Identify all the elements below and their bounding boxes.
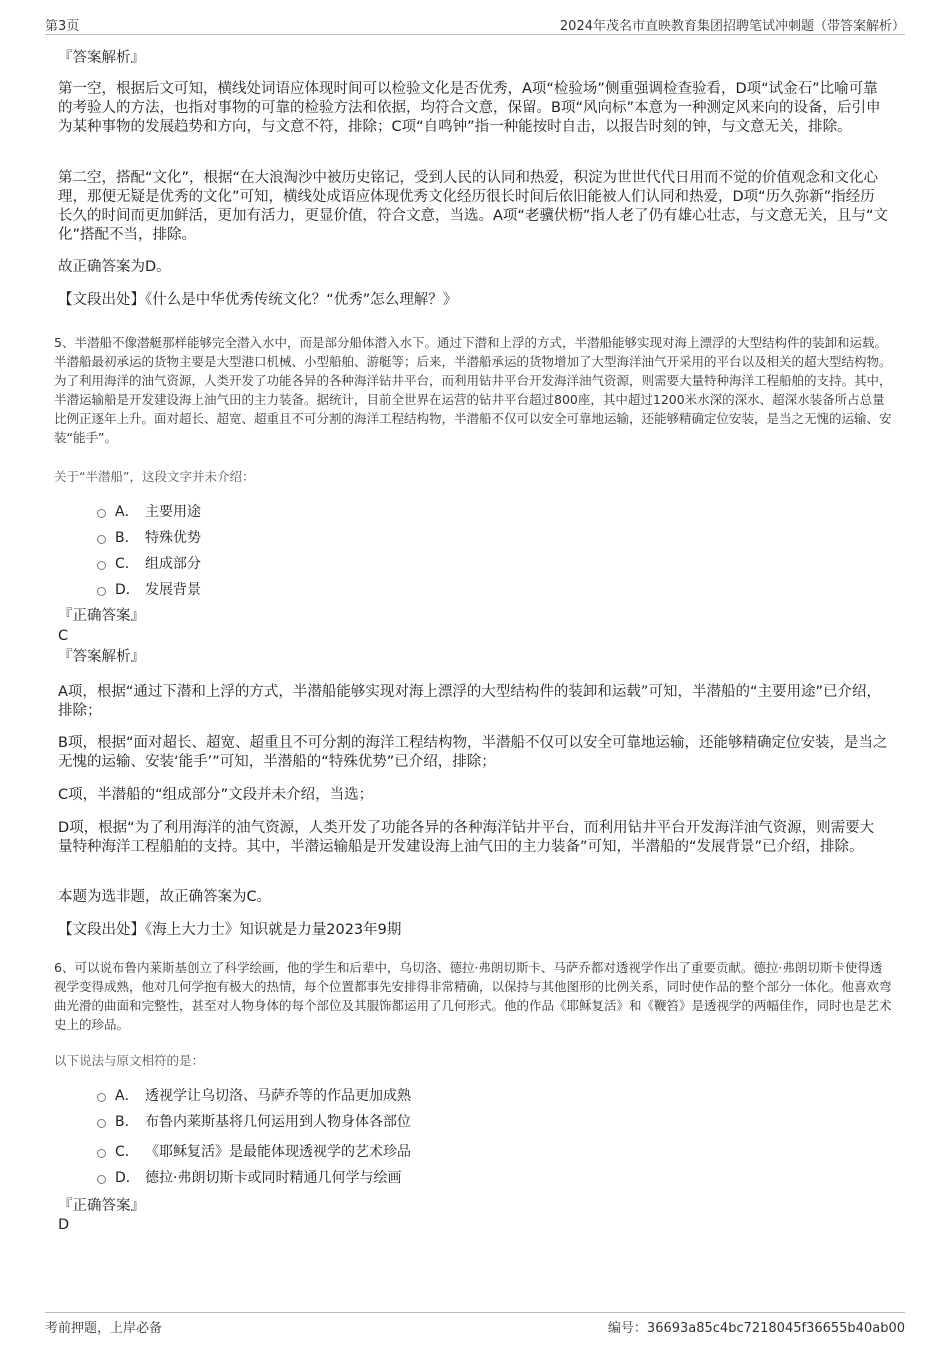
- radio-icon[interactable]: [97, 587, 106, 596]
- question-6-option-d[interactable]: D． 德拉·弗朗切斯卡或同时精通几何学与绘画: [97, 1168, 401, 1188]
- question-5-option-a[interactable]: A． 主要用途: [97, 502, 201, 522]
- analysis-paragraph-1: 第一空，根据后文可知，横线处词语应体现时间可以检验文化是否优秀，A项“检验场”侧重强调检查验看，D项“试金石”比喻可靠的考验人的方法，也指对事物的可靠的检验方法和依据，均符合文意，保留。B项“风向标”本意为一种测定风来向的设备，后引申为某种事物的发展趋势和方向，与文意不符，排除；C项“自鸣钟”指一种能按时自击，以报告时刻的钟，与文意无关，排除。: [58, 81, 881, 135]
- serial-number: 36693a85c4bc7218045f36655b40ab00: [646, 1321, 905, 1336]
- radio-icon[interactable]: [97, 1175, 106, 1184]
- document-serial: [608, 1317, 905, 1336]
- analysis-option-b: B项，根据“面对超长、超宽、超重且不可分割的海洋工程结构物，半潜船不仅可以安全可靠地运输，还能够精确定位安装，是当之无愧的运输、安装‘能手’”可知，半潜船的“特殊优势”已介绍，排除；: [58, 735, 888, 770]
- radio-icon[interactable]: [97, 1119, 106, 1128]
- question-6-passage: 6、可以说布鲁内莱斯基创立了科学绘画，他的学生和后辈中，乌切洛、德拉·弗朗切斯卡、马萨乔都对透视学作出了重要贡献。德拉·弗朗切斯卡使得透视学变得成熟，他对几何学抱有极大的热情，每个位置都事先安排得非常精确，以保持与其他图形的比例关系，同时使作品的整个部分一体化。他喜欢弯曲光滑的曲面和完整性，甚至对人物身体的每个部位及其服饰都运用了几何形式。他的作品《耶稣复活》和《鞭笞》是透视学的两幅佳作，同时也是艺术史上的珍品。: [54, 960, 892, 1032]
- question-6-option-b[interactable]: B． 布鲁内莱斯基将几何运用到人物身体各部位: [97, 1112, 411, 1132]
- analysis-conclusion: 本题为选非题，故正确答案为C。: [58, 889, 272, 905]
- analysis-option-c: C项，半潜船的“组成部分”文段并未介绍，当选；: [58, 787, 374, 803]
- source-citation: 【文段出处】《什么是中华优秀传统文化？“优秀”怎么理解？》: [58, 292, 458, 308]
- question-6-option-c[interactable]: C． 《耶稣复活》是最能体现透视学的艺术珍品: [97, 1142, 411, 1162]
- page-number: 第3页: [45, 19, 80, 34]
- analysis-heading: 『答案解析』: [58, 50, 145, 66]
- analysis-option-d: D项，根据“为了利用海洋的油气资源，人类开发了功能各异的各种海洋钻井平台，而利用钻井平台开发海洋油气资源，则需要大量特种海洋工程船舶的支持。其中，半潜运输船是开发建设海上油气田的主力装备”可知，半潜船的“发展背景”已介绍，排除。: [58, 820, 875, 855]
- correct-answer-heading: 『正确答案』: [58, 608, 145, 624]
- serial-label: 编号：: [607, 1321, 647, 1336]
- question-6-option-a[interactable]: A． 透视学让乌切洛、马萨乔等的作品更加成熟: [97, 1086, 411, 1106]
- correct-answer-heading: 『正确答案』: [58, 1198, 145, 1214]
- analysis-option-a: A项，根据“通过下潜和上浮的方式，半潜船能够实现对海上漂浮的大型结构件的装卸和运载”可知，半潜船的“主要用途”已介绍，排除；: [58, 684, 881, 719]
- question-6-prompt: 以下说法与原文相符的是：: [54, 1053, 205, 1068]
- radio-icon[interactable]: [97, 561, 106, 570]
- source-citation: 【文段出处】《海上大力士》知识就是力量2023年9期: [58, 922, 402, 938]
- question-5-option-b[interactable]: B． 特殊优势: [97, 528, 201, 548]
- radio-icon[interactable]: [97, 535, 106, 544]
- page-footer: [45, 1312, 905, 1337]
- analysis-heading: 『答案解析』: [58, 649, 145, 665]
- radio-icon[interactable]: [97, 1093, 106, 1102]
- document-title: 2024年茂名市直映教育集团招聘笔试冲刺题（带答案解析）: [559, 19, 905, 34]
- radio-icon[interactable]: [97, 509, 106, 518]
- question-5-option-c[interactable]: C． 组成部分: [97, 554, 201, 574]
- analysis-conclusion: 故正确答案为D。: [58, 259, 171, 275]
- analysis-paragraph-2: 第二空，搭配“文化”，根据“在大浪淘沙中被历史铭记，受到人民的认同和热爱，积淀为世世代代日用而不觉的价值观念和文化心理，那便无疑是优秀的文化”可知，横线处成语应体现优秀文化经历很长时间后依旧能被人们认同和热爱，D项“历久弥新”指经历长久的时间而更加鲜活，更加有活力，更显价值，符合文意，当选。A项“老骥伏枥”指人老了仍有雄心壮志，与文意无关，且与“文化”搭配不当，排除。: [58, 170, 888, 243]
- correct-answer: C: [58, 628, 69, 644]
- footer-motto: 考前押题，上岸必备: [45, 1321, 163, 1336]
- radio-icon[interactable]: [97, 1149, 106, 1158]
- question-5-prompt: 关于“半潜船”，这段文字并未介绍：: [54, 469, 255, 484]
- correct-answer: D: [58, 1217, 70, 1233]
- question-5-passage: 5、半潜船不像潜艇那样能够完全潜入水中，而是部分船体潜入水下。通过下潜和上浮的方式，半潜船能够实现对海上漂浮的大型结构件的装卸和运载。半潜船最初承运的货物主要是大型港口机械、小型船舶、游艇等；后来，半潜船承运的货物增加了大型海洋油气开采用的平台以及相关的超大型结构物。为了利用海洋的油气资源，人类开发了功能各异的各种海洋钻井平台，而利用钻井平台开发海洋油气资源，则需要大量特种海洋工程船舶的支持。其中，半潜运输船是开发建设海上油气田的主力装备。据统计，目前全世界在运营的钻井平台超过800座，其中超过1200米水深的深水、超深水装备所占总量比例正逐年上升。面对超长、超宽、超重且不可分割的海洋工程结构物，半潜船不仅可以安全可靠地运输，还能够精确定位安装，是当之无愧的运输、安装“能手”。: [54, 335, 892, 445]
- question-5-option-d[interactable]: D． 发展背景: [97, 580, 201, 600]
